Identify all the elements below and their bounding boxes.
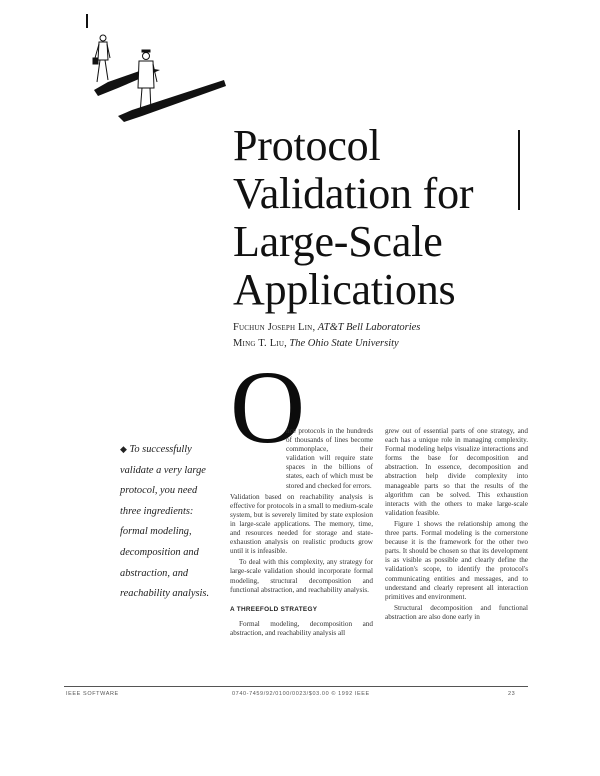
author-affiliation: AT&T Bell Laboratories <box>317 322 421 333</box>
footer-issue-info: 0740-7459/92/0100/0023/$03.00 © 1992 IEEE <box>232 691 370 697</box>
footer-journal: IEEE SOFTWARE <box>66 691 119 697</box>
byline-author-2: Ming T. Liu, The Ohio State University <box>233 338 399 349</box>
section-heading: A THREEFOLD STRATEGY <box>230 605 318 613</box>
title-line: Applications <box>233 265 456 314</box>
byline-author-1: Fuchun Joseph Lin, AT&T Bell Laboratories <box>233 322 421 333</box>
crop-mark <box>86 14 88 28</box>
pull-quote <box>120 439 220 605</box>
body-paragraph: Validation based on reachability analysis is effective for protocols in a small to medium-scale system, but is severely limited by state explosion in large-scale applications. The memory, time, and resources needed for storage and state-exhaustion analysis on realistic products grow until it is infeasible. <box>230 492 373 556</box>
body-paragraph: nce protocols in the hundreds of thousands of lines become commonplace, their validation will require state spaces in the billions of states, each of which must be stored and checked for errors. <box>286 427 373 490</box>
diamond-bullet-icon: ◆ <box>120 444 127 454</box>
pull-quote-text: To successfully validate a very large protocol, you need three ingredients: formal modeling, decomposition and abstraction, and reachability analysis. <box>120 444 210 600</box>
title-line: Validation for <box>233 169 474 218</box>
author-affiliation: The Ohio State University <box>289 338 399 349</box>
footer-page-number: 23 <box>508 691 516 697</box>
title-line: Protocol <box>233 121 381 170</box>
drop-cap: O <box>230 350 306 465</box>
body-paragraph: Figure 1 shows the relationship among the three parts. Formal modeling is the cornerstone because it is the framework for the other two parts. It should be chosen so that its development is as visible as possible and clearly define the validation's scope, to identify the protocol's communicating entities and messages, and to understand and clearly represent all interaction primitives and environment. <box>385 519 528 601</box>
title-line: Large-Scale <box>233 217 443 266</box>
author-name: Fuchun Joseph Lin <box>233 322 313 333</box>
body-paragraph: Formal modeling, decomposition and abstraction, and reachability analysis all <box>230 619 373 637</box>
author-name: Ming T. Liu <box>233 338 285 349</box>
body-column-right <box>385 427 528 624</box>
footer-rule <box>64 686 528 687</box>
body-paragraph: grew out of essential parts of one strategy, and each has a unique role in managing complexity. Formal modeling helps visualize interactions and forms the base for decomposition and abstraction. In essence, decomposition and abstraction help divide complexity into manageable parts so that the results of the algorithm can be solved. This exhaustion interacts with the others to make large-scale validation feasible. <box>385 427 528 517</box>
body-paragraph: To deal with this complexity, any strategy for large-scale validation should incorporate formal modeling, structural decomposition and functional abstraction, and reachability analysis. <box>230 558 373 594</box>
margin-rule <box>518 130 520 210</box>
body-column-left <box>230 427 373 640</box>
body-paragraph: Structural decomposition and functional abstraction are also done early in <box>385 603 528 621</box>
header-illustration <box>84 30 234 125</box>
walking-figure <box>93 35 110 82</box>
figure-shadow <box>118 80 226 122</box>
article-title <box>233 122 503 314</box>
